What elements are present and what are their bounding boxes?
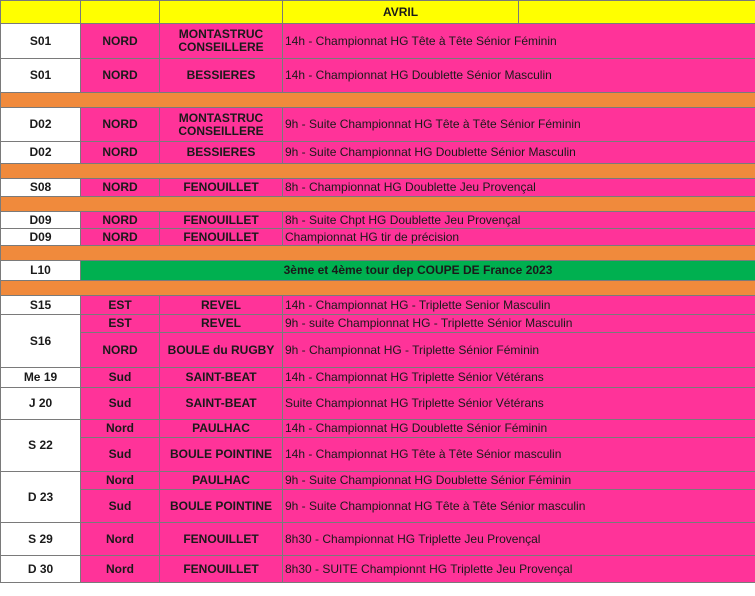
header-cell (1, 1, 81, 24)
place-cell: PAULHAC (160, 472, 283, 490)
table-row (1, 261, 755, 281)
separator-row (1, 164, 755, 179)
table-row (1, 333, 755, 368)
day-cell: S01 (1, 59, 81, 93)
zone-cell: NORD (81, 59, 160, 93)
day-cell: D 30 (1, 556, 81, 583)
zone-cell: NORD (81, 212, 160, 229)
day-cell: L10 (1, 261, 81, 281)
day-cell: D09 (1, 212, 81, 229)
separator-row (1, 246, 755, 261)
place-cell: REVEL (160, 315, 283, 333)
day-cell: S 29 (1, 523, 81, 556)
event-cell: 8h30 - Championnat HG Triplette Jeu Provençal (283, 523, 755, 556)
separator-cell (1, 281, 755, 296)
event-cell: 9h - suite Championnat HG - Triplette Sénior Masculin (283, 315, 755, 333)
zone-cell: EST (81, 296, 160, 315)
separator-row (1, 197, 755, 212)
table-row (1, 420, 755, 438)
event-cell: 8h - Suite Chpt HG Doublette Jeu Provençal (283, 212, 755, 229)
zone-cell: EST (81, 315, 160, 333)
highlight-event-cell: 3ème et 4ème tour dep COUPE DE France 2023 (81, 261, 755, 281)
table-row (1, 108, 755, 142)
table-row (1, 472, 755, 490)
separator-cell (1, 197, 755, 212)
day-cell: S08 (1, 179, 81, 197)
place-cell: FENOUILLET (160, 523, 283, 556)
month-title: AVRIL (283, 1, 519, 24)
table-row (1, 179, 755, 197)
zone-cell: NORD (81, 142, 160, 164)
day-cell: S16 (1, 315, 81, 368)
day-cell: D02 (1, 142, 81, 164)
table-row (1, 229, 755, 246)
place-cell: BESSIERES (160, 59, 283, 93)
place-cell: FENOUILLET (160, 229, 283, 246)
header-cell (160, 1, 283, 24)
zone-cell: NORD (81, 24, 160, 59)
separator-row (1, 93, 755, 108)
place-cell: FENOUILLET (160, 212, 283, 229)
table-row (1, 296, 755, 315)
separator-cell (1, 93, 755, 108)
table-row (1, 490, 755, 523)
zone-cell: Sud (81, 490, 160, 523)
table-row (1, 438, 755, 472)
zone-cell: NORD (81, 229, 160, 246)
event-cell: 14h - Championnat HG Tête à Tête Sénior masculin (283, 438, 755, 472)
event-cell: Championnat HG tir de précision (283, 229, 755, 246)
day-cell: S15 (1, 296, 81, 315)
separator-cell (1, 246, 755, 261)
event-cell: 8h30 - SUITE Championnt HG Triplette Jeu Provençal (283, 556, 755, 583)
zone-cell: Nord (81, 556, 160, 583)
header-cell (81, 1, 160, 24)
separator-row (1, 281, 755, 296)
place-cell: REVEL (160, 296, 283, 315)
event-cell: Suite Championnat HG Triplette Sénior Vétérans (283, 388, 755, 420)
table-row (1, 59, 755, 93)
place-cell: FENOUILLET (160, 556, 283, 583)
zone-cell: Sud (81, 368, 160, 388)
event-cell: 14h - Championnat HG Doublette Sénior Masculin (283, 59, 755, 93)
day-cell: Me 19 (1, 368, 81, 388)
day-cell: D09 (1, 229, 81, 246)
place-cell: FENOUILLET (160, 179, 283, 197)
event-cell: 14h - Championnat HG Triplette Sénior Vétérans (283, 368, 755, 388)
place-cell: BOULE POINTINE (160, 490, 283, 523)
event-cell: 14h - Championnat HG - Triplette Senior Masculin (283, 296, 755, 315)
header-cell (519, 1, 755, 24)
place-cell: BOULE POINTINE (160, 438, 283, 472)
zone-cell: NORD (81, 333, 160, 368)
event-cell: 9h - Suite Championnat HG Tête à Tête Sénior masculin (283, 490, 755, 523)
place-cell: MONTASTRUC CONSEILLERE (160, 108, 283, 142)
day-cell: S01 (1, 24, 81, 59)
place-cell: MONTASTRUC CONSEILLERE (160, 24, 283, 59)
event-cell: 14h - Championnat HG Doublette Sénior Féminin (283, 420, 755, 438)
event-cell: 8h - Championnat HG Doublette Jeu Provençal (283, 179, 755, 197)
table-row (1, 212, 755, 229)
table-row (1, 24, 755, 59)
table-row (1, 368, 755, 388)
separator-cell (1, 164, 755, 179)
table-row (1, 315, 755, 333)
day-cell: D02 (1, 108, 81, 142)
place-cell: PAULHAC (160, 420, 283, 438)
zone-cell: Nord (81, 523, 160, 556)
day-cell: D 23 (1, 472, 81, 523)
zone-cell: Sud (81, 388, 160, 420)
event-cell: 9h - Suite Championnat HG Doublette Sénior Féminin (283, 472, 755, 490)
event-cell: 9h - Suite Championnat HG Tête à Tête Sénior Féminin (283, 108, 755, 142)
place-cell: BESSIERES (160, 142, 283, 164)
table-row (1, 388, 755, 420)
place-cell: BOULE du RUGBY (160, 333, 283, 368)
place-cell: SAINT-BEAT (160, 368, 283, 388)
event-cell: 14h - Championnat HG Tête à Tête Sénior Féminin (283, 24, 755, 59)
zone-cell: NORD (81, 179, 160, 197)
zone-cell: Nord (81, 420, 160, 438)
table-row (1, 523, 755, 556)
table-row (1, 142, 755, 164)
zone-cell: NORD (81, 108, 160, 142)
zone-cell: Sud (81, 438, 160, 472)
day-cell: S 22 (1, 420, 81, 472)
table-row (1, 556, 755, 583)
event-cell: 9h - Suite Championnat HG Doublette Sénior Masculin (283, 142, 755, 164)
header-row (1, 1, 755, 24)
place-cell: SAINT-BEAT (160, 388, 283, 420)
zone-cell: Nord (81, 472, 160, 490)
event-cell: 9h - Championnat HG - Triplette Sénior Féminin (283, 333, 755, 368)
day-cell: J 20 (1, 388, 81, 420)
